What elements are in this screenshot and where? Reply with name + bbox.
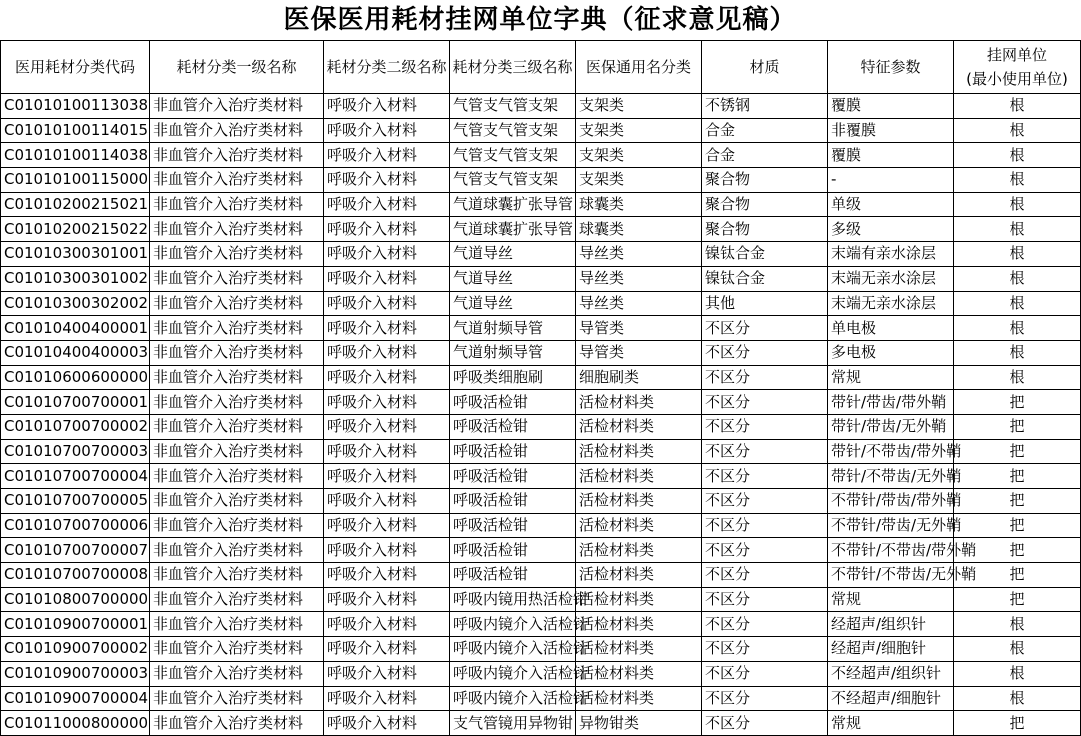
table-row — [1, 168, 1081, 193]
cell-level2-name: 呼吸介入材料 — [324, 217, 450, 242]
cell-level2-name: 呼吸介入材料 — [324, 686, 450, 711]
cell-level1-name: 非血管介入治疗类材料 — [150, 118, 324, 143]
cell-category-code: C01010900700004 — [1, 686, 150, 711]
cell-level1-name: 非血管介入治疗类材料 — [150, 266, 324, 291]
table-row — [1, 489, 1081, 514]
table-row — [1, 390, 1081, 415]
cell-insurance-class: 异物钳类 — [576, 711, 702, 736]
header-material: 材质 — [702, 41, 828, 94]
cell-level2-name: 呼吸介入材料 — [324, 365, 450, 390]
cell-level1-name: 非血管介入治疗类材料 — [150, 390, 324, 415]
cell-level3-name: 呼吸活检钳 — [450, 439, 576, 464]
header-insurance-class: 医保通用名分类 — [576, 41, 702, 94]
cell-level1-name: 非血管介入治疗类材料 — [150, 192, 324, 217]
cell-level3-name: 气道射频导管 — [450, 316, 576, 341]
cell-level3-name: 气道导丝 — [450, 291, 576, 316]
cell-level2-name: 呼吸介入材料 — [324, 489, 450, 514]
cell-listing-unit: 根 — [954, 661, 1081, 686]
cell-category-code: C01010100114015 — [1, 118, 150, 143]
cell-material: 不区分 — [702, 513, 828, 538]
cell-level1-name: 非血管介入治疗类材料 — [150, 489, 324, 514]
cell-feature-params: 末端无亲水涂层 — [828, 291, 954, 316]
cell-level2-name: 呼吸介入材料 — [324, 390, 450, 415]
cell-listing-unit: 根 — [954, 143, 1081, 168]
cell-listing-unit: 把 — [954, 464, 1081, 489]
table-row — [1, 316, 1081, 341]
cell-category-code: C01010100115000 — [1, 168, 150, 193]
cell-listing-unit: 根 — [954, 612, 1081, 637]
cell-category-code: C01010200215021 — [1, 192, 150, 217]
cell-level2-name: 呼吸介入材料 — [324, 143, 450, 168]
cell-insurance-class: 支架类 — [576, 94, 702, 119]
cell-level3-name: 呼吸内镜介入活检针 — [450, 637, 576, 662]
cell-category-code: C01010200215022 — [1, 217, 150, 242]
cell-level1-name: 非血管介入治疗类材料 — [150, 316, 324, 341]
cell-insurance-class: 活检材料类 — [576, 513, 702, 538]
cell-level2-name: 呼吸介入材料 — [324, 192, 450, 217]
cell-listing-unit: 把 — [954, 563, 1081, 588]
cell-level3-name: 呼吸内镜用热活检钳 — [450, 587, 576, 612]
cell-material: 不区分 — [702, 612, 828, 637]
table-row — [1, 217, 1081, 242]
cell-listing-unit: 把 — [954, 414, 1081, 439]
cell-insurance-class: 活检材料类 — [576, 439, 702, 464]
cell-level1-name: 非血管介入治疗类材料 — [150, 513, 324, 538]
cell-level2-name: 呼吸介入材料 — [324, 464, 450, 489]
cell-insurance-class: 球囊类 — [576, 217, 702, 242]
cell-feature-params: 末端无亲水涂层 — [828, 266, 954, 291]
cell-insurance-class: 导丝类 — [576, 242, 702, 267]
cell-level1-name: 非血管介入治疗类材料 — [150, 143, 324, 168]
cell-category-code: C01010400400003 — [1, 340, 150, 365]
cell-listing-unit: 把 — [954, 513, 1081, 538]
cell-listing-unit: 把 — [954, 538, 1081, 563]
cell-insurance-class: 活检材料类 — [576, 686, 702, 711]
cell-feature-params: 单电极 — [828, 316, 954, 341]
cell-insurance-class: 活检材料类 — [576, 538, 702, 563]
cell-level3-name: 呼吸活检钳 — [450, 489, 576, 514]
cell-insurance-class: 导管类 — [576, 340, 702, 365]
table-row — [1, 118, 1081, 143]
cell-feature-params: 不带针/带齿/带外鞘 — [828, 489, 954, 514]
cell-material: 不区分 — [702, 661, 828, 686]
cell-level1-name: 非血管介入治疗类材料 — [150, 711, 324, 736]
cell-level3-name: 气管支气管支架 — [450, 143, 576, 168]
table-header-row — [1, 41, 1081, 94]
cell-category-code: C01010700700001 — [1, 390, 150, 415]
cell-feature-params: 不带针/不带齿/带外鞘 — [828, 538, 954, 563]
cell-material: 不区分 — [702, 439, 828, 464]
table-row — [1, 365, 1081, 390]
cell-level3-name: 气管支气管支架 — [450, 94, 576, 119]
cell-listing-unit: 根 — [954, 266, 1081, 291]
cell-category-code: C01010100113038 — [1, 94, 150, 119]
cell-feature-params: 覆膜 — [828, 94, 954, 119]
cell-material: 不区分 — [702, 587, 828, 612]
header-listing-unit: 挂网单位 (最小使用单位) — [954, 41, 1081, 94]
cell-level1-name: 非血管介入治疗类材料 — [150, 587, 324, 612]
cell-insurance-class: 导丝类 — [576, 266, 702, 291]
cell-level2-name: 呼吸介入材料 — [324, 711, 450, 736]
cell-material: 不区分 — [702, 563, 828, 588]
cell-category-code: C01010700700004 — [1, 464, 150, 489]
cell-category-code: C01010400400001 — [1, 316, 150, 341]
document-title: 医保医用耗材挂网单位字典（征求意见稿） — [283, 5, 797, 35]
cell-level3-name: 呼吸活检钳 — [450, 538, 576, 563]
cell-listing-unit: 根 — [954, 637, 1081, 662]
cell-insurance-class: 活检材料类 — [576, 587, 702, 612]
table-row — [1, 587, 1081, 612]
cell-category-code: C01010800700000 — [1, 587, 150, 612]
table-body — [1, 94, 1081, 736]
cell-level2-name: 呼吸介入材料 — [324, 118, 450, 143]
cell-insurance-class: 活检材料类 — [576, 390, 702, 415]
cell-insurance-class: 细胞刷类 — [576, 365, 702, 390]
cell-level2-name: 呼吸介入材料 — [324, 612, 450, 637]
table-row — [1, 711, 1081, 736]
cell-listing-unit: 根 — [954, 242, 1081, 267]
cell-listing-unit: 根 — [954, 192, 1081, 217]
cell-material: 不区分 — [702, 464, 828, 489]
cell-level1-name: 非血管介入治疗类材料 — [150, 291, 324, 316]
table-row — [1, 686, 1081, 711]
cell-level2-name: 呼吸介入材料 — [324, 661, 450, 686]
table-row — [1, 637, 1081, 662]
cell-insurance-class: 支架类 — [576, 143, 702, 168]
cell-material: 不区分 — [702, 538, 828, 563]
cell-material: 聚合物 — [702, 217, 828, 242]
cell-level3-name: 支气管镜用异物钳 — [450, 711, 576, 736]
cell-level3-name: 呼吸活检钳 — [450, 563, 576, 588]
cell-feature-params: 带针/不带齿/带外鞘 — [828, 439, 954, 464]
cell-level3-name: 呼吸活检钳 — [450, 513, 576, 538]
cell-insurance-class: 导丝类 — [576, 291, 702, 316]
cell-insurance-class: 导管类 — [576, 316, 702, 341]
cell-category-code: C01010700700005 — [1, 489, 150, 514]
cell-material: 镍钛合金 — [702, 266, 828, 291]
cell-level2-name: 呼吸介入材料 — [324, 168, 450, 193]
table-row — [1, 538, 1081, 563]
cell-feature-params: 带针/不带齿/无外鞘 — [828, 464, 954, 489]
cell-listing-unit: 把 — [954, 587, 1081, 612]
table-row — [1, 291, 1081, 316]
cell-category-code: C01010300301002 — [1, 266, 150, 291]
cell-feature-params: 多电极 — [828, 340, 954, 365]
cell-insurance-class: 活检材料类 — [576, 464, 702, 489]
cell-category-code: C01010900700003 — [1, 661, 150, 686]
cell-feature-params: 末端有亲水涂层 — [828, 242, 954, 267]
cell-feature-params: 单级 — [828, 192, 954, 217]
cell-feature-params: 多级 — [828, 217, 954, 242]
cell-listing-unit: 把 — [954, 711, 1081, 736]
cell-level2-name: 呼吸介入材料 — [324, 414, 450, 439]
cell-level1-name: 非血管介入治疗类材料 — [150, 637, 324, 662]
cell-material: 不区分 — [702, 686, 828, 711]
cell-insurance-class: 支架类 — [576, 118, 702, 143]
table-row — [1, 414, 1081, 439]
cell-level2-name: 呼吸介入材料 — [324, 340, 450, 365]
cell-level3-name: 气道射频导管 — [450, 340, 576, 365]
cell-level3-name: 气道导丝 — [450, 242, 576, 267]
header-level1-name: 耗材分类一级名称 — [150, 41, 324, 94]
cell-level3-name: 呼吸活检钳 — [450, 414, 576, 439]
cell-material: 聚合物 — [702, 192, 828, 217]
table-row — [1, 340, 1081, 365]
cell-material: 不区分 — [702, 637, 828, 662]
cell-level3-name: 呼吸活检钳 — [450, 390, 576, 415]
cell-listing-unit: 根 — [954, 118, 1081, 143]
cell-feature-params: 覆膜 — [828, 143, 954, 168]
cell-level3-name: 气管支气管支架 — [450, 118, 576, 143]
cell-material: 不区分 — [702, 711, 828, 736]
cell-level3-name: 气道导丝 — [450, 266, 576, 291]
cell-category-code: C01011000800000 — [1, 711, 150, 736]
table-row — [1, 612, 1081, 637]
cell-material: 不锈钢 — [702, 94, 828, 119]
cell-feature-params: 不经超声/组织针 — [828, 661, 954, 686]
cell-feature-params: 带针/带齿/无外鞘 — [828, 414, 954, 439]
table-row — [1, 464, 1081, 489]
cell-level2-name: 呼吸介入材料 — [324, 563, 450, 588]
cell-material: 不区分 — [702, 316, 828, 341]
cell-insurance-class: 活检材料类 — [576, 414, 702, 439]
cell-category-code: C01010300302002 — [1, 291, 150, 316]
cell-category-code: C01010300301001 — [1, 242, 150, 267]
cell-level1-name: 非血管介入治疗类材料 — [150, 340, 324, 365]
cell-level1-name: 非血管介入治疗类材料 — [150, 686, 324, 711]
cell-feature-params: 经超声/细胞针 — [828, 637, 954, 662]
cell-level1-name: 非血管介入治疗类材料 — [150, 612, 324, 637]
cell-category-code: C01010700700008 — [1, 563, 150, 588]
cell-level3-name: 呼吸类细胞刷 — [450, 365, 576, 390]
table-row — [1, 94, 1081, 119]
cell-category-code: C01010700700007 — [1, 538, 150, 563]
cell-level3-name: 呼吸活检钳 — [450, 464, 576, 489]
cell-insurance-class: 活检材料类 — [576, 489, 702, 514]
cell-level2-name: 呼吸介入材料 — [324, 291, 450, 316]
cell-material: 不区分 — [702, 365, 828, 390]
cell-material: 聚合物 — [702, 168, 828, 193]
table-row — [1, 192, 1081, 217]
cell-level3-name: 气管支气管支架 — [450, 168, 576, 193]
cell-category-code: C01010700700006 — [1, 513, 150, 538]
cell-material: 不区分 — [702, 414, 828, 439]
cell-level1-name: 非血管介入治疗类材料 — [150, 168, 324, 193]
cell-material: 不区分 — [702, 489, 828, 514]
table-row — [1, 563, 1081, 588]
cell-listing-unit: 根 — [954, 686, 1081, 711]
cell-level2-name: 呼吸介入材料 — [324, 637, 450, 662]
cell-level3-name: 呼吸内镜介入活检针 — [450, 661, 576, 686]
cell-level2-name: 呼吸介入材料 — [324, 538, 450, 563]
cell-feature-params: 经超声/组织针 — [828, 612, 954, 637]
cell-listing-unit: 根 — [954, 365, 1081, 390]
cell-listing-unit: 把 — [954, 489, 1081, 514]
cell-listing-unit: 根 — [954, 94, 1081, 119]
header-category-code: 医用耗材分类代码 — [1, 41, 150, 94]
cell-insurance-class: 活检材料类 — [576, 661, 702, 686]
cell-level1-name: 非血管介入治疗类材料 — [150, 414, 324, 439]
cell-level3-name: 呼吸内镜介入活检针 — [450, 686, 576, 711]
cell-level2-name: 呼吸介入材料 — [324, 587, 450, 612]
cell-listing-unit: 把 — [954, 390, 1081, 415]
cell-insurance-class: 活检材料类 — [576, 637, 702, 662]
cell-material: 不区分 — [702, 390, 828, 415]
table-row — [1, 661, 1081, 686]
cell-level3-name: 气道球囊扩张导管 — [450, 217, 576, 242]
cell-level2-name: 呼吸介入材料 — [324, 242, 450, 267]
cell-insurance-class: 活检材料类 — [576, 563, 702, 588]
cell-listing-unit: 根 — [954, 316, 1081, 341]
cell-level2-name: 呼吸介入材料 — [324, 439, 450, 464]
cell-listing-unit: 把 — [954, 439, 1081, 464]
table-row — [1, 513, 1081, 538]
cell-category-code: C01010600600000 — [1, 365, 150, 390]
cell-category-code: C01010100114038 — [1, 143, 150, 168]
cell-level1-name: 非血管介入治疗类材料 — [150, 439, 324, 464]
cell-level1-name: 非血管介入治疗类材料 — [150, 94, 324, 119]
cell-level1-name: 非血管介入治疗类材料 — [150, 242, 324, 267]
cell-level1-name: 非血管介入治疗类材料 — [150, 365, 324, 390]
table-row — [1, 439, 1081, 464]
cell-feature-params: 不带针/带齿/无外鞘 — [828, 513, 954, 538]
cell-category-code: C01010700700003 — [1, 439, 150, 464]
cell-material: 镍钛合金 — [702, 242, 828, 267]
cell-material: 不区分 — [702, 340, 828, 365]
cell-category-code: C01010700700002 — [1, 414, 150, 439]
header-feature-params: 特征参数 — [828, 41, 954, 94]
cell-feature-params: 带针/带齿/带外鞘 — [828, 390, 954, 415]
cell-category-code: C01010900700001 — [1, 612, 150, 637]
cell-listing-unit: 根 — [954, 340, 1081, 365]
cell-level1-name: 非血管介入治疗类材料 — [150, 464, 324, 489]
cell-listing-unit: 根 — [954, 217, 1081, 242]
cell-material: 合金 — [702, 143, 828, 168]
table-row — [1, 266, 1081, 291]
header-level2-name: 耗材分类二级名称 — [324, 41, 450, 94]
cell-feature-params: 不带针/不带齿/无外鞘 — [828, 563, 954, 588]
cell-level2-name: 呼吸介入材料 — [324, 94, 450, 119]
cell-feature-params: 常规 — [828, 587, 954, 612]
cell-feature-params: 不经超声/细胞针 — [828, 686, 954, 711]
cell-level2-name: 呼吸介入材料 — [324, 513, 450, 538]
cell-insurance-class: 球囊类 — [576, 192, 702, 217]
unit-dictionary-table — [0, 40, 1081, 736]
table-row — [1, 242, 1081, 267]
cell-level1-name: 非血管介入治疗类材料 — [150, 217, 324, 242]
cell-level2-name: 呼吸介入材料 — [324, 266, 450, 291]
header-level3-name: 耗材分类三级名称 — [450, 41, 576, 94]
cell-level2-name: 呼吸介入材料 — [324, 316, 450, 341]
cell-feature-params: - — [828, 168, 954, 193]
cell-insurance-class: 支架类 — [576, 168, 702, 193]
cell-level3-name: 气道球囊扩张导管 — [450, 192, 576, 217]
cell-material: 合金 — [702, 118, 828, 143]
cell-listing-unit: 根 — [954, 168, 1081, 193]
cell-feature-params: 常规 — [828, 711, 954, 736]
cell-level1-name: 非血管介入治疗类材料 — [150, 563, 324, 588]
cell-level1-name: 非血管介入治疗类材料 — [150, 538, 324, 563]
cell-level1-name: 非血管介入治疗类材料 — [150, 661, 324, 686]
cell-insurance-class: 活检材料类 — [576, 612, 702, 637]
cell-level3-name: 呼吸内镜介入活检针 — [450, 612, 576, 637]
cell-listing-unit: 根 — [954, 291, 1081, 316]
cell-feature-params: 非覆膜 — [828, 118, 954, 143]
cell-feature-params: 常规 — [828, 365, 954, 390]
cell-material: 其他 — [702, 291, 828, 316]
cell-category-code: C01010900700002 — [1, 637, 150, 662]
table-row — [1, 143, 1081, 168]
